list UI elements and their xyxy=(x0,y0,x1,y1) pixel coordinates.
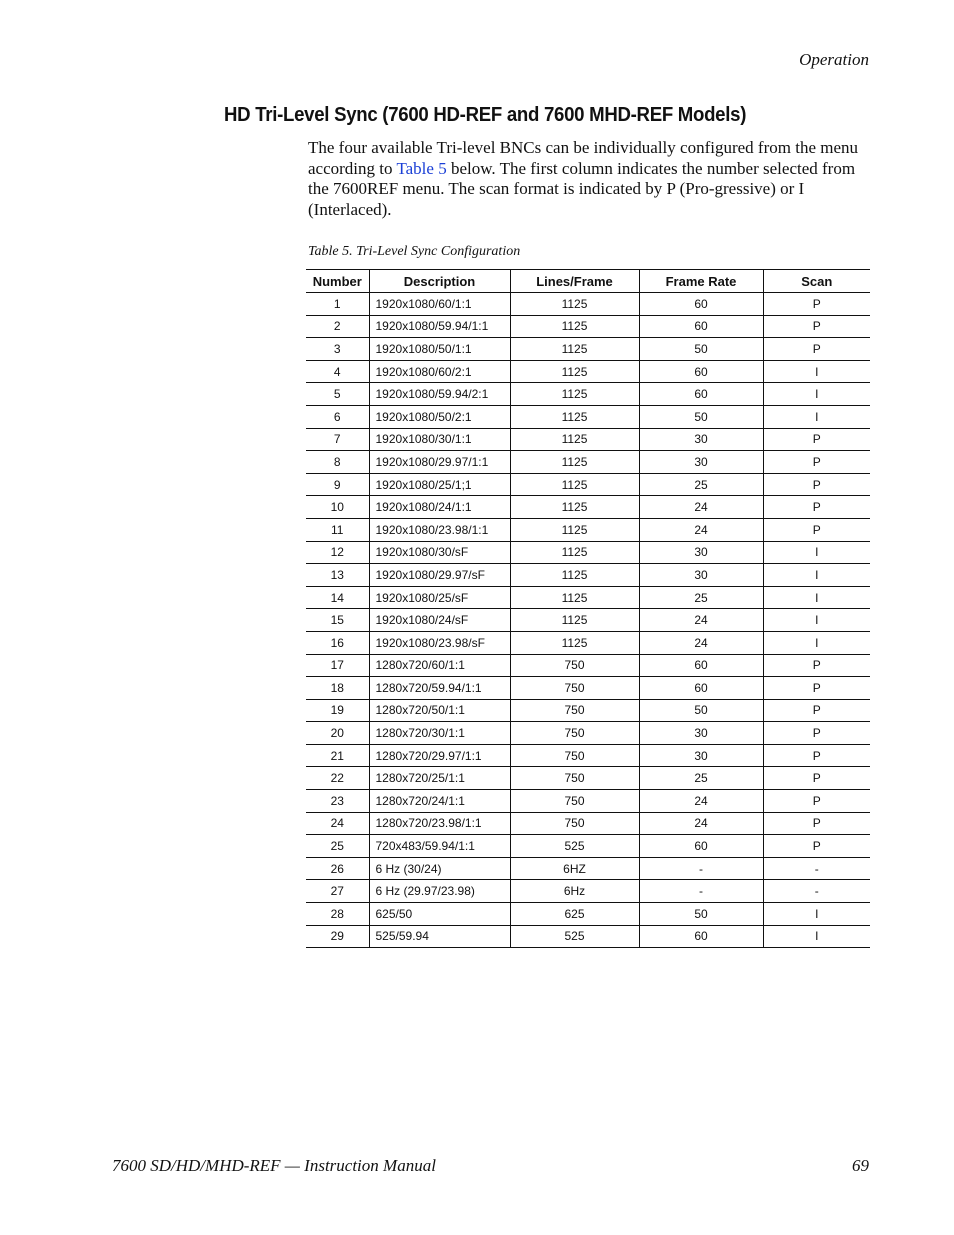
scan-cell: I xyxy=(763,903,870,926)
column-header-frame-rate: Frame Rate xyxy=(639,270,763,293)
intro-paragraph xyxy=(308,138,870,220)
description-cell: 1280x720/25/1:1 xyxy=(369,767,510,790)
description-cell: 1920x1080/50/2:1 xyxy=(369,405,510,428)
scan-cell: P xyxy=(763,293,870,316)
frame-rate-cell: 30 xyxy=(639,744,763,767)
description-cell: 6 Hz (29.97/23.98) xyxy=(369,880,510,903)
table-row xyxy=(306,405,870,428)
scan-cell: I xyxy=(763,383,870,406)
frame-rate-cell: 50 xyxy=(639,338,763,361)
frame-rate-cell: 24 xyxy=(639,631,763,654)
scan-cell: - xyxy=(763,857,870,880)
number-cell: 7 xyxy=(306,428,369,451)
description-cell: 1920x1080/59.94/1:1 xyxy=(369,315,510,338)
description-cell: 1920x1080/24/sF xyxy=(369,609,510,632)
lines-frame-cell: 750 xyxy=(510,722,639,745)
number-cell: 13 xyxy=(306,564,369,587)
scan-cell: P xyxy=(763,699,870,722)
description-cell: 1920x1080/60/2:1 xyxy=(369,360,510,383)
frame-rate-cell: 25 xyxy=(639,767,763,790)
description-cell: 1920x1080/60/1:1 xyxy=(369,293,510,316)
table-caption: Table 5. Tri-Level Sync Configuration xyxy=(308,244,521,259)
footer-manual-title: 7600 SD/HD/MHD-REF — Instruction Manual xyxy=(112,1156,436,1175)
table-row xyxy=(306,857,870,880)
table-row xyxy=(306,631,870,654)
scan-cell: P xyxy=(763,518,870,541)
number-cell: 26 xyxy=(306,857,369,880)
frame-rate-cell: 60 xyxy=(639,677,763,700)
table-row xyxy=(306,315,870,338)
number-cell: 16 xyxy=(306,631,369,654)
number-cell: 21 xyxy=(306,744,369,767)
number-cell: 12 xyxy=(306,541,369,564)
scan-cell: P xyxy=(763,835,870,858)
lines-frame-cell: 6Hz xyxy=(510,880,639,903)
frame-rate-cell: 60 xyxy=(639,835,763,858)
frame-rate-cell: 50 xyxy=(639,405,763,428)
table-row xyxy=(306,451,870,474)
description-cell: 1920x1080/29.97/1:1 xyxy=(369,451,510,474)
scan-cell: P xyxy=(763,744,870,767)
table-row xyxy=(306,609,870,632)
lines-frame-cell: 750 xyxy=(510,654,639,677)
description-cell: 1280x720/60/1:1 xyxy=(369,654,510,677)
scan-cell: P xyxy=(763,767,870,790)
lines-frame-cell: 750 xyxy=(510,744,639,767)
scan-cell: I xyxy=(763,925,870,948)
lines-frame-cell: 1125 xyxy=(510,315,639,338)
table-row xyxy=(306,338,870,361)
table-row xyxy=(306,360,870,383)
lines-frame-cell: 1125 xyxy=(510,518,639,541)
frame-rate-cell: 24 xyxy=(639,812,763,835)
description-cell: 1920x1080/23.98/sF xyxy=(369,631,510,654)
table-row xyxy=(306,586,870,609)
description-cell: 1920x1080/24/1:1 xyxy=(369,496,510,519)
scan-cell: - xyxy=(763,880,870,903)
scan-cell: I xyxy=(763,631,870,654)
number-cell: 11 xyxy=(306,518,369,541)
table-5-link[interactable]: Table 5 xyxy=(396,158,447,178)
lines-frame-cell: 1125 xyxy=(510,405,639,428)
lines-frame-cell: 1125 xyxy=(510,586,639,609)
description-cell: 1280x720/30/1:1 xyxy=(369,722,510,745)
lines-frame-cell: 1125 xyxy=(510,564,639,587)
number-cell: 19 xyxy=(306,699,369,722)
lines-frame-cell: 625 xyxy=(510,903,639,926)
description-cell: 1920x1080/25/1;1 xyxy=(369,473,510,496)
table-row xyxy=(306,722,870,745)
table-row xyxy=(306,496,870,519)
number-cell: 6 xyxy=(306,405,369,428)
frame-rate-cell: 24 xyxy=(639,609,763,632)
number-cell: 1 xyxy=(306,293,369,316)
scan-cell: P xyxy=(763,790,870,813)
number-cell: 22 xyxy=(306,767,369,790)
table-row xyxy=(306,767,870,790)
number-cell: 24 xyxy=(306,812,369,835)
lines-frame-cell: 525 xyxy=(510,925,639,948)
description-cell: 625/50 xyxy=(369,903,510,926)
column-header-lines-frame: Lines/Frame xyxy=(510,270,639,293)
frame-rate-cell: 50 xyxy=(639,699,763,722)
number-cell: 15 xyxy=(306,609,369,632)
frame-rate-cell: - xyxy=(639,857,763,880)
scan-cell: P xyxy=(763,315,870,338)
lines-frame-cell: 1125 xyxy=(510,293,639,316)
page-number: 69 xyxy=(852,1156,869,1175)
column-header-scan: Scan xyxy=(763,270,870,293)
table-row xyxy=(306,744,870,767)
lines-frame-cell: 1125 xyxy=(510,383,639,406)
column-header-number: Number xyxy=(312,273,362,289)
frame-rate-cell: 60 xyxy=(639,654,763,677)
description-cell: 1920x1080/59.94/2:1 xyxy=(369,383,510,406)
number-cell: 14 xyxy=(306,586,369,609)
number-cell: 8 xyxy=(306,451,369,474)
tri-level-sync-table xyxy=(306,269,870,948)
frame-rate-cell: - xyxy=(639,880,763,903)
frame-rate-cell: 60 xyxy=(639,925,763,948)
running-header: Operation xyxy=(799,50,869,69)
frame-rate-cell: 30 xyxy=(639,428,763,451)
frame-rate-cell: 24 xyxy=(639,496,763,519)
description-cell: 1920x1080/30/1:1 xyxy=(369,428,510,451)
scan-cell: P xyxy=(763,677,870,700)
frame-rate-cell: 24 xyxy=(639,790,763,813)
lines-frame-cell: 750 xyxy=(510,790,639,813)
description-cell: 1280x720/23.98/1:1 xyxy=(369,812,510,835)
table-header-row xyxy=(306,270,870,293)
frame-rate-cell: 30 xyxy=(639,541,763,564)
lines-frame-cell: 750 xyxy=(510,677,639,700)
number-cell: 20 xyxy=(306,722,369,745)
number-cell: 25 xyxy=(306,835,369,858)
lines-frame-cell: 1125 xyxy=(510,631,639,654)
lines-frame-cell: 1125 xyxy=(510,496,639,519)
lines-frame-cell: 1125 xyxy=(510,473,639,496)
scan-cell: P xyxy=(763,451,870,474)
scan-cell: I xyxy=(763,405,870,428)
lines-frame-cell: 750 xyxy=(510,812,639,835)
frame-rate-cell: 60 xyxy=(639,293,763,316)
table-row xyxy=(306,812,870,835)
scan-cell: I xyxy=(763,360,870,383)
table-row xyxy=(306,518,870,541)
table-row xyxy=(306,880,870,903)
table-row xyxy=(306,654,870,677)
number-cell: 23 xyxy=(306,790,369,813)
table-row xyxy=(306,293,870,316)
number-cell: 9 xyxy=(306,473,369,496)
number-cell: 3 xyxy=(306,338,369,361)
table-row xyxy=(306,699,870,722)
frame-rate-cell: 30 xyxy=(639,451,763,474)
frame-rate-cell: 25 xyxy=(639,586,763,609)
frame-rate-cell: 60 xyxy=(639,360,763,383)
number-cell: 28 xyxy=(306,903,369,926)
section-title: HD Tri-Level Sync (7600 HD-REF and 7600 MHD-REF Models) xyxy=(224,104,747,126)
scan-cell: I xyxy=(763,609,870,632)
table-row xyxy=(306,790,870,813)
description-cell: 1920x1080/23.98/1:1 xyxy=(369,518,510,541)
number-cell: 4 xyxy=(306,360,369,383)
number-cell: 2 xyxy=(306,315,369,338)
description-cell: 1280x720/29.97/1:1 xyxy=(369,744,510,767)
frame-rate-cell: 50 xyxy=(639,903,763,926)
table-row xyxy=(306,903,870,926)
column-header-description: Description xyxy=(369,270,510,293)
lines-frame-cell: 1125 xyxy=(510,428,639,451)
table-row xyxy=(306,473,870,496)
intro-text-end: below. The first column indicates the number selected from the 7600REF menu. The scan format is indicated by P (Pro-gressive) or I (Interlaced). xyxy=(308,158,856,219)
scan-cell: I xyxy=(763,586,870,609)
frame-rate-cell: 30 xyxy=(639,564,763,587)
scan-cell: I xyxy=(763,541,870,564)
frame-rate-cell: 30 xyxy=(639,722,763,745)
table-row xyxy=(306,835,870,858)
table-row xyxy=(306,383,870,406)
description-cell: 1920x1080/29.97/sF xyxy=(369,564,510,587)
description-cell: 1920x1080/25/sF xyxy=(369,586,510,609)
frame-rate-cell: 25 xyxy=(639,473,763,496)
table-row xyxy=(306,677,870,700)
number-cell: 18 xyxy=(306,677,369,700)
description-cell: 1920x1080/50/1:1 xyxy=(369,338,510,361)
frame-rate-cell: 60 xyxy=(639,315,763,338)
scan-cell: P xyxy=(763,496,870,519)
lines-frame-cell: 1125 xyxy=(510,541,639,564)
number-cell: 10 xyxy=(306,496,369,519)
frame-rate-cell: 60 xyxy=(639,383,763,406)
scan-cell: P xyxy=(763,428,870,451)
description-cell: 1280x720/24/1:1 xyxy=(369,790,510,813)
description-cell: 6 Hz (30/24) xyxy=(369,857,510,880)
description-cell: 1280x720/59.94/1:1 xyxy=(369,677,510,700)
table-row xyxy=(306,564,870,587)
table-row xyxy=(306,925,870,948)
lines-frame-cell: 1125 xyxy=(510,451,639,474)
lines-frame-cell: 1125 xyxy=(510,360,639,383)
number-cell: 17 xyxy=(306,654,369,677)
scan-cell: P xyxy=(763,654,870,677)
table-body xyxy=(306,293,870,948)
description-cell: 720x483/59.94/1:1 xyxy=(369,835,510,858)
frame-rate-cell: 24 xyxy=(639,518,763,541)
intro-text-start: The four available Tri-level BNCs can be individually configured from the menu according to xyxy=(308,138,859,178)
lines-frame-cell: 750 xyxy=(510,767,639,790)
number-cell: 5 xyxy=(306,383,369,406)
scan-cell: P xyxy=(763,722,870,745)
description-cell: 525/59.94 xyxy=(369,925,510,948)
lines-frame-cell: 1125 xyxy=(510,338,639,361)
scan-cell: I xyxy=(763,564,870,587)
lines-frame-cell: 6HZ xyxy=(510,857,639,880)
description-cell: 1280x720/50/1:1 xyxy=(369,699,510,722)
table-row xyxy=(306,541,870,564)
lines-frame-cell: 750 xyxy=(510,699,639,722)
number-cell: 29 xyxy=(306,925,369,948)
number-cell: 27 xyxy=(306,880,369,903)
scan-cell: P xyxy=(763,338,870,361)
description-cell: 1920x1080/30/sF xyxy=(369,541,510,564)
scan-cell: P xyxy=(763,473,870,496)
table-row xyxy=(306,428,870,451)
lines-frame-cell: 1125 xyxy=(510,609,639,632)
scan-cell: P xyxy=(763,812,870,835)
lines-frame-cell: 525 xyxy=(510,835,639,858)
